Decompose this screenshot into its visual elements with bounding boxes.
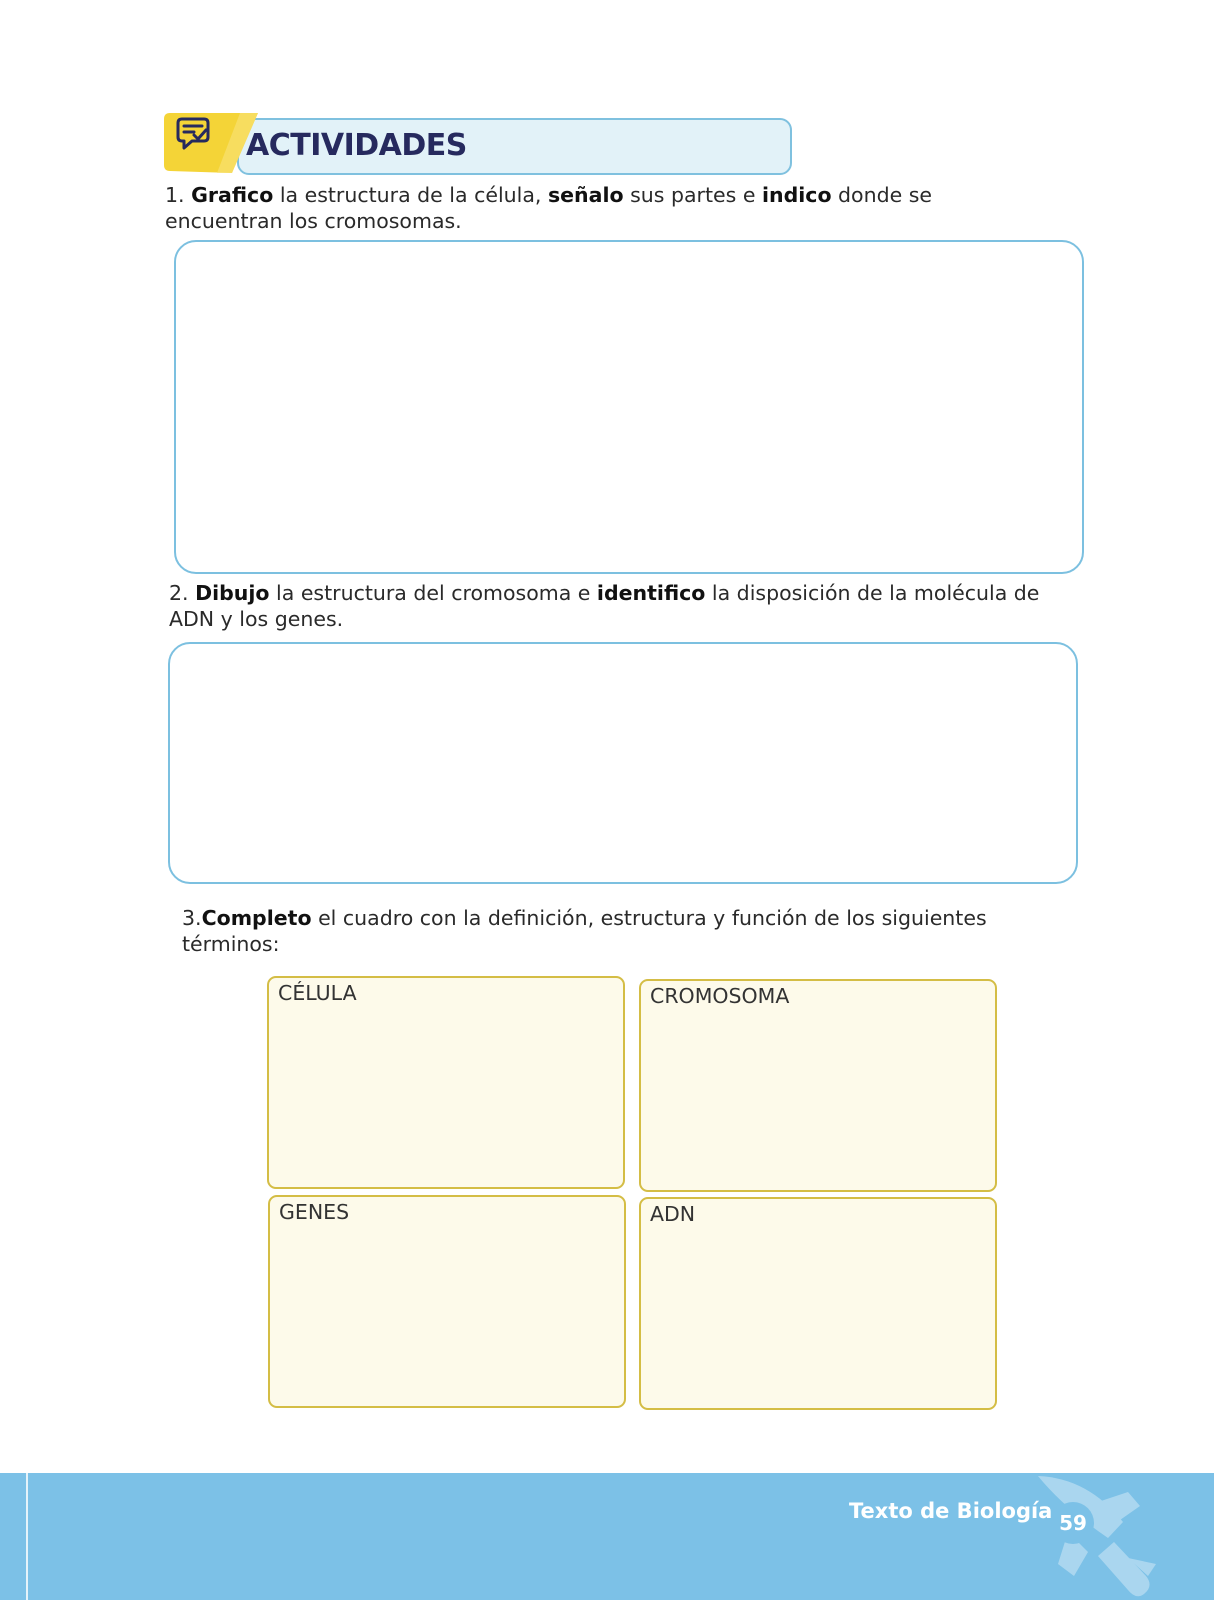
activity-1-drawing-area[interactable] (174, 240, 1084, 574)
activity-3-instruction: 3.Completo el cuadro con la definición, estructura y función de los siguientes términos: (182, 906, 987, 956)
footer-divider (26, 1473, 28, 1600)
cell-label: GENES (279, 1200, 350, 1224)
page-title: ACTIVIDADES (246, 128, 467, 163)
book-title: Texto de Biología (849, 1499, 1053, 1523)
cell-label: ADN (650, 1202, 696, 1226)
cell-label: CROMOSOMA (650, 984, 790, 1008)
table-cell-cromosoma[interactable] (639, 979, 997, 1192)
table-cell-celula[interactable] (267, 976, 625, 1189)
rocket-icon (1028, 1472, 1168, 1600)
activity-1-instruction: 1. Grafico la estructura de la célula, señalo sus partes e indico donde se encuentran los cromosomas. (165, 183, 933, 233)
page-number: 59 (1052, 1502, 1094, 1544)
activity-2-instruction: 2. Dibujo la estructura del cromosoma e identifico la disposición de la molécula de ADN y los genes. (169, 581, 1040, 631)
table-cell-adn[interactable] (639, 1197, 997, 1410)
table-cell-genes[interactable] (268, 1195, 626, 1408)
cell-label: CÉLULA (278, 981, 357, 1005)
activity-2-drawing-area[interactable] (168, 642, 1078, 884)
